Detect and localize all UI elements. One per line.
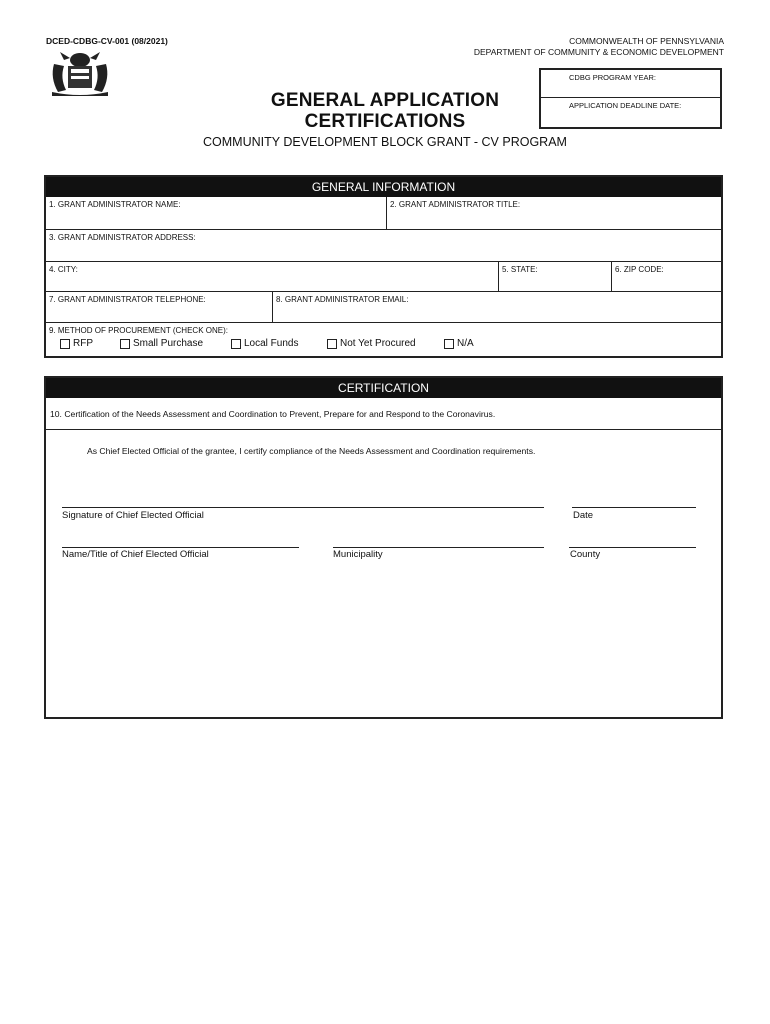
- name-title-label: Name/Title of Chief Elected Official: [62, 549, 209, 560]
- agency-line-2: DEPARTMENT OF COMMUNITY & ECONOMIC DEVELOPMENT: [473, 47, 724, 57]
- county-line[interactable]: [569, 547, 696, 548]
- telephone-field[interactable]: 7. GRANT ADMINISTRATOR TELEPHONE:: [49, 295, 206, 304]
- admin-name-field[interactable]: 1. GRANT ADMINISTRATOR NAME:: [49, 200, 181, 209]
- state-field[interactable]: 5. STATE:: [498, 262, 611, 291]
- option-small-purchase[interactable]: Small Purchase: [120, 338, 231, 349]
- deadline-date-field[interactable]: APPLICATION DEADLINE DATE:: [569, 101, 682, 110]
- zip-field[interactable]: 6. ZIP CODE:: [611, 262, 721, 291]
- agency-line-1: COMMONWEALTH OF PENNSYLVANIA: [569, 36, 724, 46]
- general-information-heading: GENERAL INFORMATION: [46, 177, 721, 197]
- signature-label: Signature of Chief Elected Official: [62, 510, 204, 521]
- procurement-label: 9. METHOD OF PROCUREMENT (CHECK ONE):: [49, 326, 228, 335]
- title-line-2: CERTIFICATIONS: [304, 111, 466, 132]
- form-code: DCED-CDBG-CV-001 (08/2021): [46, 36, 168, 46]
- city-field[interactable]: 4. CITY:: [49, 265, 78, 274]
- checkbox[interactable]: [444, 339, 454, 349]
- admin-title-field[interactable]: 2. GRANT ADMINISTRATOR TITLE:: [386, 197, 721, 229]
- page-title: [240, 90, 530, 132]
- certification-statement: As Chief Elected Official of the grantee, I certify compliance of the Needs Assessment and Coordination requirements.: [87, 446, 536, 456]
- municipality-label: Municipality: [333, 549, 383, 560]
- checkbox[interactable]: [60, 339, 70, 349]
- checkbox[interactable]: [120, 339, 130, 349]
- option-local-funds[interactable]: Local Funds: [231, 338, 327, 349]
- page-subtitle: COMMUNITY DEVELOPMENT BLOCK GRANT - CV PROGRAM: [203, 135, 567, 149]
- item-10-text: 10. Certification of the Needs Assessment and Coordination to Prevent, Prepare for and Respond to the Coronavirus.: [50, 408, 496, 419]
- date-label: Date: [573, 510, 594, 521]
- program-year-field[interactable]: CDBG PROGRAM YEAR:: [541, 70, 720, 98]
- checkbox[interactable]: [231, 339, 241, 349]
- name-title-line[interactable]: [62, 547, 299, 548]
- option-not-yet-procured[interactable]: Not Yet Procured: [327, 338, 444, 349]
- certification-heading: CERTIFICATION: [46, 378, 721, 398]
- agency-name: [474, 36, 724, 58]
- municipality-line[interactable]: [333, 547, 544, 548]
- signature-line[interactable]: [62, 507, 544, 508]
- state-seal-icon: [48, 50, 112, 96]
- program-info-box: [539, 68, 722, 129]
- general-information-section: [44, 175, 723, 358]
- title-line-1: GENERAL APPLICATION: [270, 90, 500, 111]
- email-field[interactable]: 8. GRANT ADMINISTRATOR EMAIL:: [272, 292, 721, 322]
- option-na[interactable]: N/A: [444, 338, 474, 349]
- checkbox[interactable]: [327, 339, 337, 349]
- date-line[interactable]: [572, 507, 696, 508]
- procurement-options: [46, 338, 721, 349]
- option-rfp[interactable]: RFP: [60, 338, 120, 349]
- county-label: County: [570, 549, 601, 560]
- admin-address-field[interactable]: 3. GRANT ADMINISTRATOR ADDRESS:: [49, 233, 196, 242]
